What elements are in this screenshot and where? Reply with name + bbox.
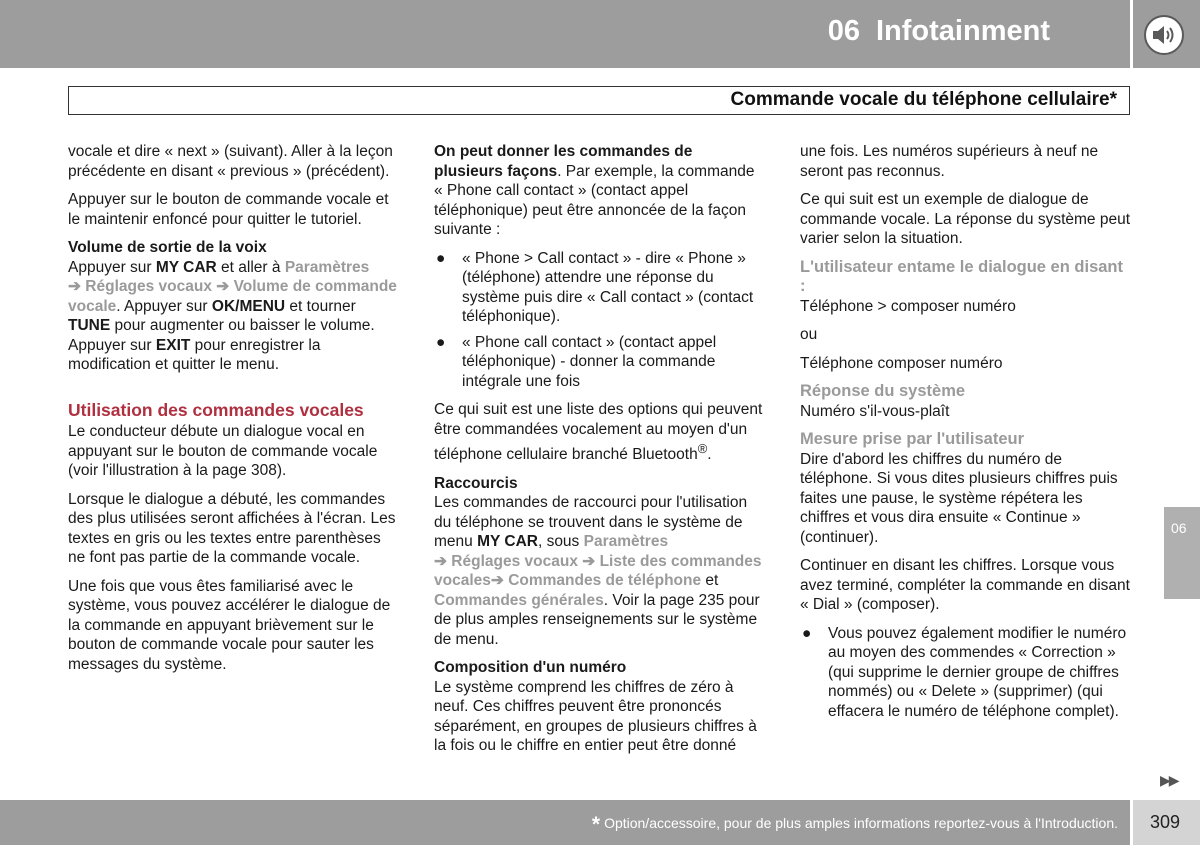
- arrow-icon: ➔: [434, 552, 452, 570]
- paragraph: vocale et dire « next » (suivant). Aller à la leçon précédente en disant « previous » (précédent).: [68, 143, 393, 180]
- paragraph: Numéro s'il-vous-plaît: [800, 402, 950, 420]
- paragraph: une fois. Les numéros supérieurs à neuf ne seront pas reconnus.: [800, 143, 1099, 180]
- bullet-icon: ●: [436, 333, 446, 351]
- chapter-number: 06: [827, 15, 860, 47]
- list-item: ● « Phone > Call contact » - dire « Phone » (téléphone) attendre une réponse du système puis dire « Call contact » (contact téléphonique).: [436, 249, 754, 325]
- chapter-side-tab[interactable]: [1164, 507, 1200, 599]
- section-title-box: [68, 86, 1130, 115]
- column-1: [68, 142, 398, 683]
- chapter-title: Infotainment: [876, 15, 1050, 47]
- side-tab-label: 06: [1171, 520, 1187, 536]
- bullet-icon: ●: [802, 624, 812, 642]
- heading-raccourcis: Raccourcis: [434, 474, 518, 492]
- paragraph: Lorsque le dialogue a débuté, les commandes des plus utilisées seront affichées à l'écran. Les textes en gris ou les textes entre parenthèses ne font pas partie de la commande vocale.: [68, 490, 396, 566]
- paragraph: Appuyer sur le bouton de commande vocale et le maintenir enfoncé pour quitter le tutoriel.: [68, 191, 389, 228]
- bullet-list: [434, 249, 764, 392]
- heading-user: L'utilisateur entame le dialogue en disant :: [800, 257, 1123, 295]
- paragraph: Ce qui suit est une liste des options qui peuvent être commandées vocalement au moyen d'un téléphone cellulaire branché Bluetooth®.: [434, 401, 763, 464]
- paragraph: Dire d'abord les chiffres du numéro de téléphone. Si vous dites plusieurs chiffres puis faites une pause, le système répétera les chiffres et vous dira ensuite « Continue » (continuer).: [800, 450, 1118, 546]
- paragraph-volume: Appuyer sur MY CAR et aller à Paramètres ➔ Réglages vocaux ➔ Volume de commande vocale. Appuyer sur OK/MENU et tourner TUNE pour augmenter ou baisser le volume. Appuyer sur EXIT pour enregistrer la modification et quitter le menu.: [68, 258, 397, 373]
- footnote: * Option/accessoire, pour de plus amples informations reportez-vous à l'Introduction.: [591, 813, 1118, 836]
- header-band: [0, 0, 1130, 68]
- heading-volume: Volume de sortie de la voix: [68, 239, 267, 256]
- footer-band: [0, 800, 1130, 845]
- paragraph: Ce qui suit est un exemple de dialogue de commande vocale. La réponse du système peut varier selon la situation.: [800, 191, 1130, 247]
- arrow-icon: ➔: [490, 572, 509, 590]
- chapter-icon-box: [1133, 0, 1200, 68]
- paragraph: Le conducteur débute un dialogue vocal en appuyant sur le bouton de commande vocale (voir l'illustration à la page 308).: [68, 423, 378, 479]
- list-item: ● Vous pouvez également modifier le numéro au moyen des commendes « Correction » (qui supprime le dernier groupe de chiffres nommés) ou « Delete » (supprimer) (qui effacera le numéro de téléphone complet).: [802, 624, 1127, 720]
- arrow-icon: ➔: [68, 278, 86, 295]
- column-2: [434, 142, 764, 765]
- paragraph: Une fois que vous êtes familiarisé avec le système, vous pouvez accélérer le dialogue de la commande en appuyant brièvement sur le bouton de commande vocale pour sauter les messages du système.: [68, 577, 391, 673]
- next-page-icon[interactable]: ▶▶: [1160, 772, 1178, 788]
- paragraph: Téléphone composer numéro: [800, 354, 1003, 372]
- paragraph: Continuer en disant les chiffres. Lorsque vous avez terminé, compléter la commande en disant « Dial » (composer).: [800, 557, 1130, 613]
- paragraph: Téléphone > composer numéro: [800, 297, 1016, 315]
- list-item: ● « Phone call contact » (contact appel téléphonique) - donner la commande intégrale une fois: [436, 333, 717, 390]
- heading-composition: Composition d'un numéro: [434, 659, 627, 677]
- bullet-icon: ●: [436, 249, 446, 267]
- page-number-box: [1133, 800, 1200, 845]
- column-3: [800, 142, 1130, 730]
- paragraph-raccourcis: Les commandes de raccourci pour l'utilisation du téléphone se trouvent dans le système de menu MY CAR, sous Paramètres ➔ Réglages vocaux ➔ Liste des commandes vocales➔ Commandes de téléphone et Commandes générales. Voir la page 235 pour de plus amples renseignements sur le système de menu.: [434, 494, 762, 648]
- section-title: Commande vocale du téléphone cellulaire*: [730, 89, 1117, 110]
- heading-mesure: Mesure prise par l'utilisateur: [800, 430, 1024, 448]
- paragraph: ou: [800, 326, 818, 343]
- paragraph-intro: On peut donner les commandes de plusieurs façons. Par exemple, la commande « Phone call contact » (contact appel téléphonique) peut être annoncée de la façon suivante :: [434, 143, 755, 238]
- paragraph: Le système comprend les chiffres de zéro à neuf. Ces chiffres peuvent être prononcés séparément, en groupes de plusieurs chiffres à la fois ou le chiffre en entier peut être donné: [434, 678, 757, 755]
- arrow-icon: ➔: [582, 552, 600, 570]
- heading-reponse: Réponse du système: [800, 382, 966, 400]
- bullet-list: [800, 624, 1130, 722]
- heading-utilisation: Utilisation des commandes vocales: [68, 399, 364, 420]
- speaker-icon: [1144, 15, 1184, 55]
- page-number: 309: [1150, 812, 1181, 832]
- arrow-icon: ➔: [216, 278, 234, 295]
